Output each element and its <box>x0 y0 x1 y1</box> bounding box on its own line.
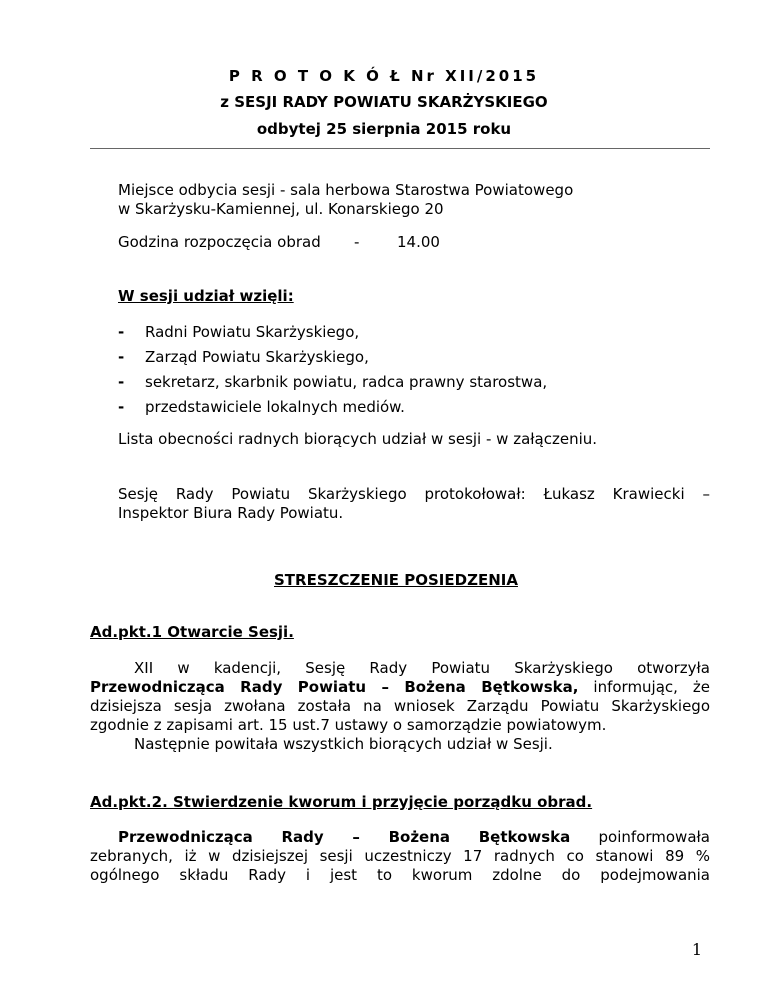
list-item: sekretarz, skarbnik powiatu, radca prawny starostwa, <box>145 373 548 391</box>
section2-heading: Ad.pkt.2. Stwierdzenie kworum i przyjęcie porządku obrad. <box>90 793 593 811</box>
start-time-value: 14.00 <box>397 233 440 251</box>
list-item: Zarząd Powiatu Skarżyskiego, <box>145 348 369 366</box>
section2-line2: zebranych, iż w dzisiejszej sesji uczestniczy 17 radnych co stanowi 89 % <box>90 847 710 865</box>
header-divider <box>90 148 710 149</box>
page-number: 1 <box>691 940 702 959</box>
section2-line1 <box>118 827 710 847</box>
meeting-place-line2: w Skarżysku-Kamiennej, ul. Konarskiego 20 <box>118 200 444 218</box>
start-time-label: Godzina rozpoczęcia obrad <box>118 233 321 251</box>
list-item: przedstawiciele lokalnych mediów. <box>145 398 405 416</box>
summary-heading: STRESZCZENIE POSIEDZENIA <box>274 571 518 589</box>
list-item: Radni Powiatu Skarżyskiego, <box>145 323 360 341</box>
document-subtitle: z SESJI RADY POWIATU SKARŻYSKIEGO <box>220 93 548 111</box>
list-bullet: - <box>118 373 125 391</box>
meeting-place-line1: Miejsce odbycia sesji - sala herbowa Starostwa Powiatowego <box>118 181 574 199</box>
section1-line1: XII w kadencji, Sesję Rady Powiatu Skarżyskiego otworzyła <box>134 659 710 677</box>
minutes-taker-line2: Inspektor Biura Rady Powiatu. <box>118 504 344 522</box>
section1-line2 <box>90 677 710 697</box>
document-date: odbytej 25 sierpnia 2015 roku <box>256 120 512 138</box>
section1-line3: dzisiejsza sesja zwołana została na wniosek Zarządu Powiatu Skarżyskiego <box>90 697 710 715</box>
speaker-name: Przewodnicząca Rady – Bożena Bętkowska <box>118 828 571 846</box>
section1-heading: Ad.pkt.1 Otwarcie Sesji. <box>90 623 294 641</box>
speaker-name: Przewodnicząca Rady Powiatu – Bożena Bętkowska, <box>90 678 579 696</box>
section1-line5: Następnie powitała wszystkich biorących udział w Sesji. <box>134 735 553 753</box>
list-bullet: - <box>118 398 125 416</box>
start-time-dash: - <box>354 233 360 251</box>
minutes-taker-line1: Sesję Rady Powiatu Skarżyskiego protokołował: Łukasz Krawiecki – <box>118 485 710 503</box>
section2-line1-rest: poinformowała <box>570 828 710 846</box>
list-bullet: - <box>118 323 125 341</box>
document-title: P R O T O K Ó Ł Nr XII/2015 <box>228 67 540 85</box>
section1-line2-rest: informując, że <box>578 678 710 696</box>
section2-line3: ogólnego składu Rady i jest to kworum zdolne do podejmowania <box>90 866 710 884</box>
attendance-note: Lista obecności radnych biorących udział w sesji - w załączeniu. <box>118 430 598 448</box>
section1-line4: zgodnie z zapisami art. 15 ust.7 ustawy o samorządzie powiatowym. <box>90 716 607 734</box>
list-bullet: - <box>118 348 125 366</box>
participants-heading: W sesji udział wzięli: <box>118 287 294 305</box>
